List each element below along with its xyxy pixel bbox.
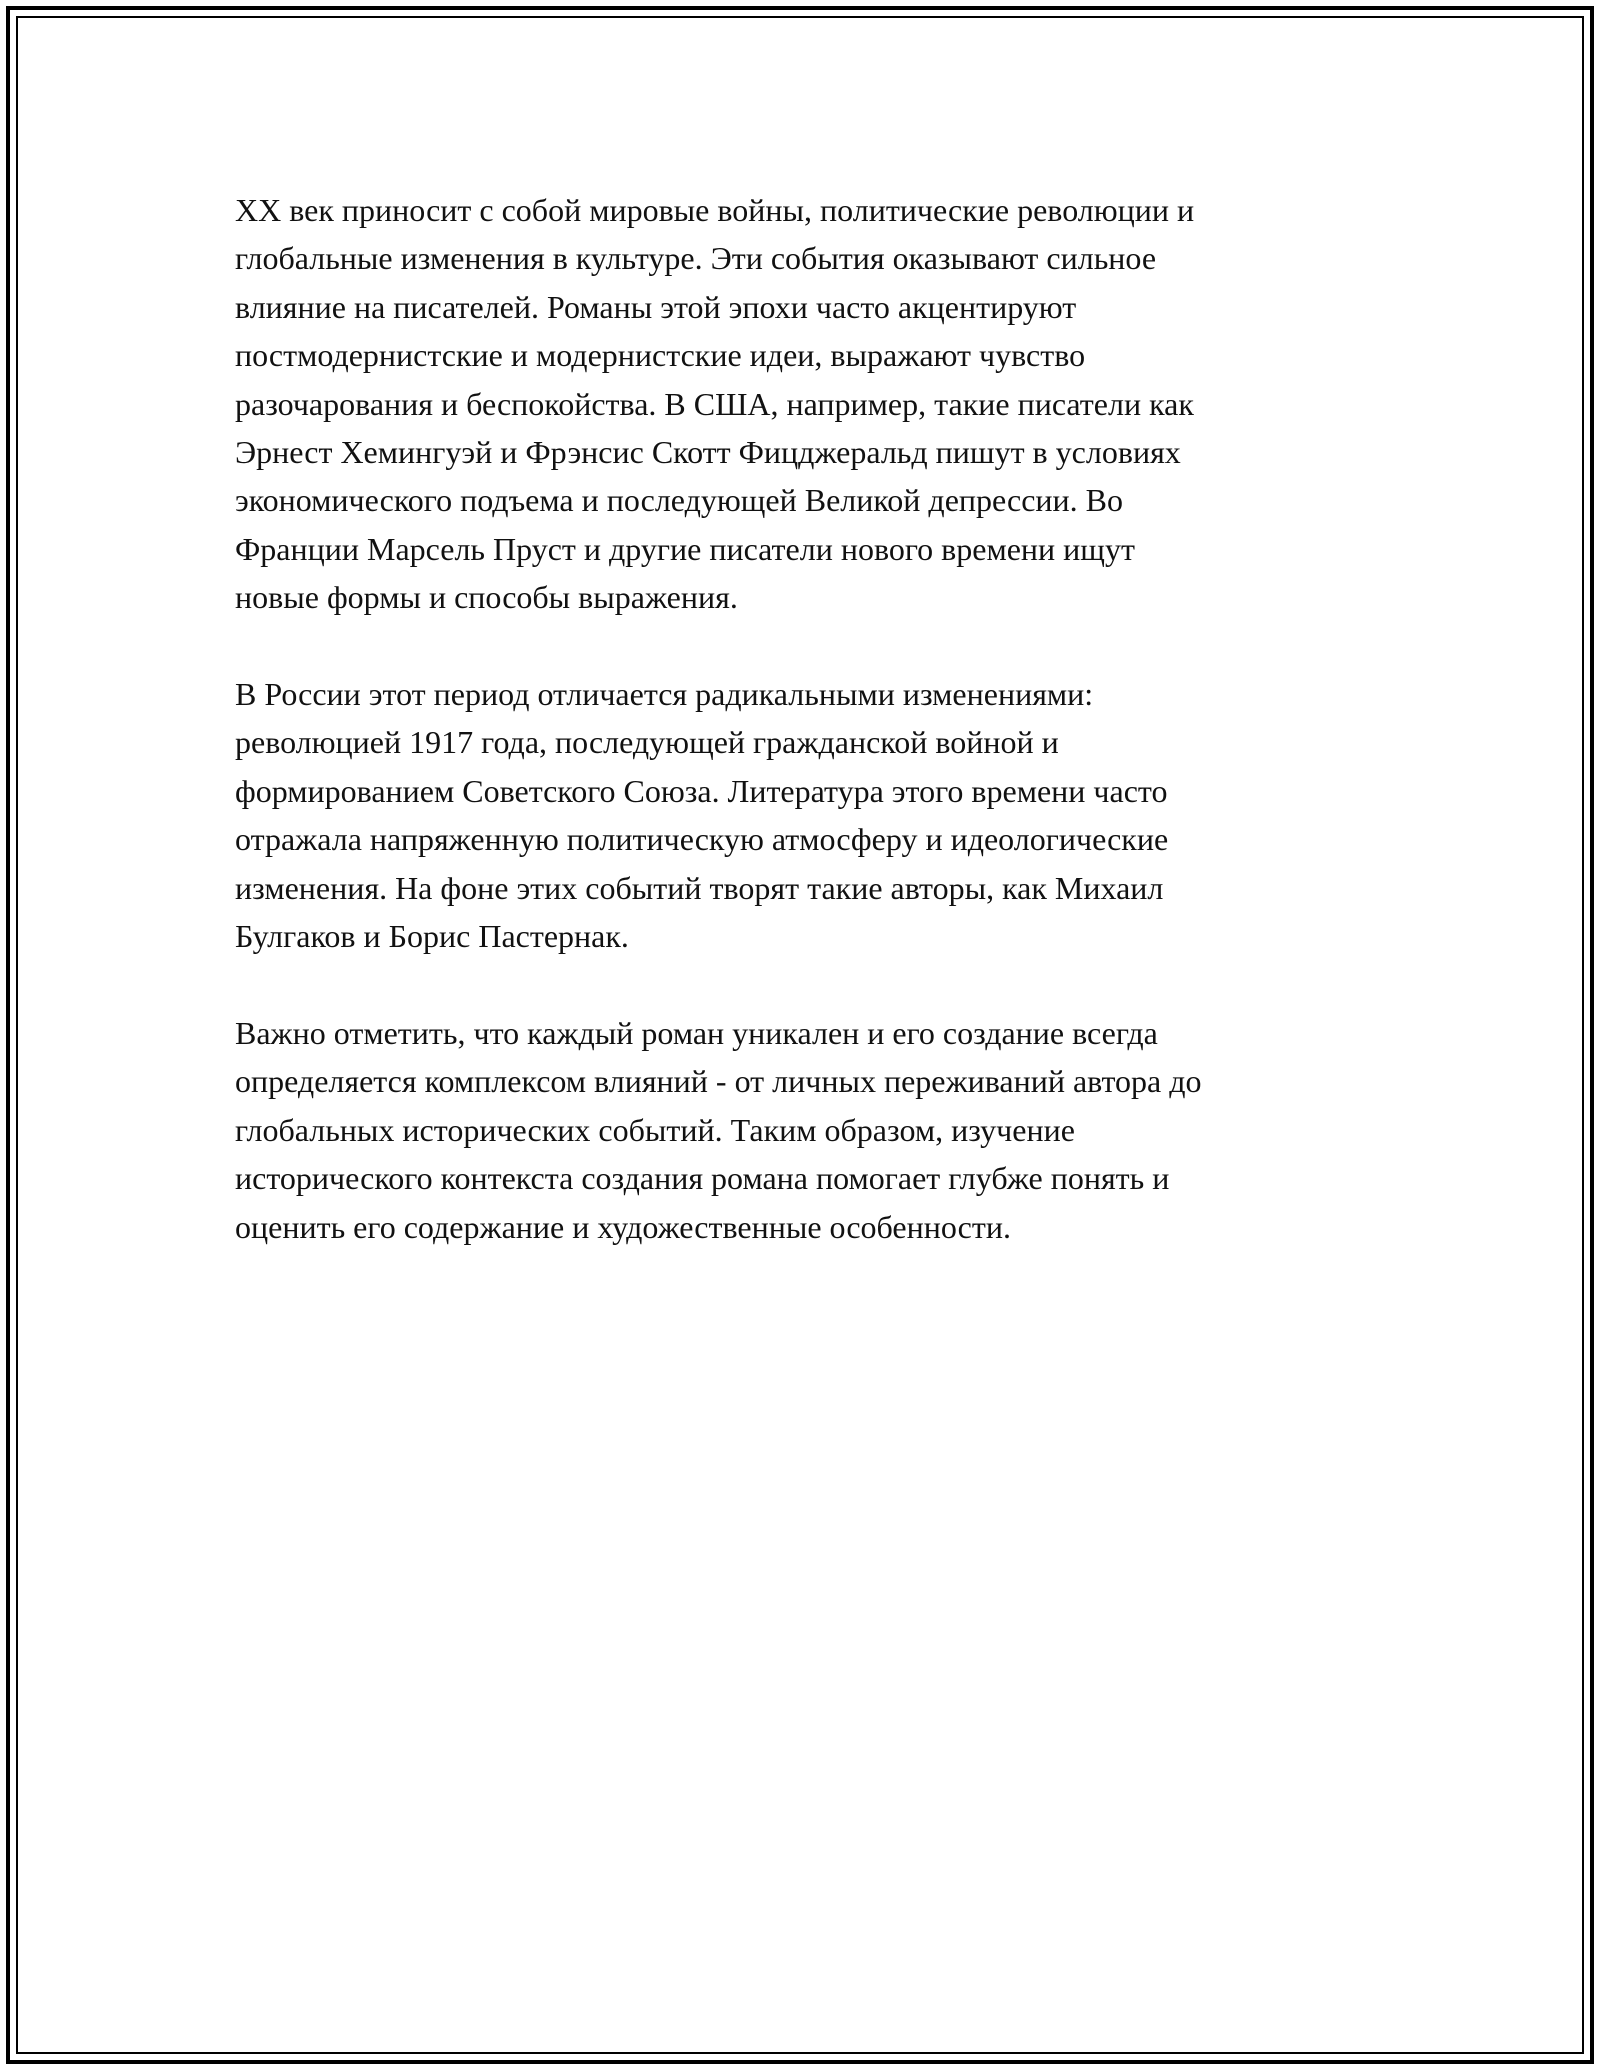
text-line: Франции Марсель Пруст и другие писатели нового времени ищут (235, 530, 1135, 567)
text-line: исторического контекста создания романа помогает глубже понять и (235, 1160, 1170, 1197)
text-line: определяется комплексом влияний - от личных переживаний автора до (235, 1063, 1202, 1100)
paragraph-2 (235, 670, 1365, 960)
text-line: экономического подъема и последующей Великой депрессии. Во (235, 482, 1124, 519)
text-line: разочарования и беспокойства. В США, например, такие писатели как (235, 385, 1194, 422)
text-line: Важно отметить, что каждый роман уникален и его создание всегда (235, 1014, 1158, 1051)
text-line: Булгаков и Борис Пастернак. (235, 918, 629, 955)
text-line: революцией 1917 года, последующей гражданской войной и (235, 724, 1059, 761)
text-line: отражала напряженную политическую атмосферу и идеологические (235, 821, 1169, 858)
text-line: влияние на писателей. Романы этой эпохи часто акцентируют (235, 288, 1077, 325)
text-line: оценить его содержание и художественные особенности. (235, 1208, 1011, 1245)
text-line: В России этот период отличается радикальными изменениями: (235, 676, 1094, 713)
text-line: изменения. На фоне этих событий творят такие авторы, как Михаил (235, 869, 1164, 906)
paragraph-1 (235, 186, 1365, 622)
text-line: новые формы и способы выражения. (235, 579, 738, 616)
text-line: глобальные изменения в культуре. Эти события оказывают сильное (235, 240, 1157, 277)
text-line: глобальных исторических событий. Таким образом, изучение (235, 1111, 1075, 1148)
document-body (235, 186, 1365, 1299)
text-line: формированием Советского Союза. Литература этого времени часто (235, 772, 1168, 809)
text-line: постмодернистские и модернистские идеи, выражают чувство (235, 337, 1086, 374)
paragraph-3 (235, 1009, 1365, 1251)
text-line: XX век приносит с собой мировые войны, политические революции и (235, 192, 1195, 228)
text-line: Эрнест Хемингуэй и Фрэнсис Скотт Фицджеральд пишут в условиях (235, 434, 1181, 471)
